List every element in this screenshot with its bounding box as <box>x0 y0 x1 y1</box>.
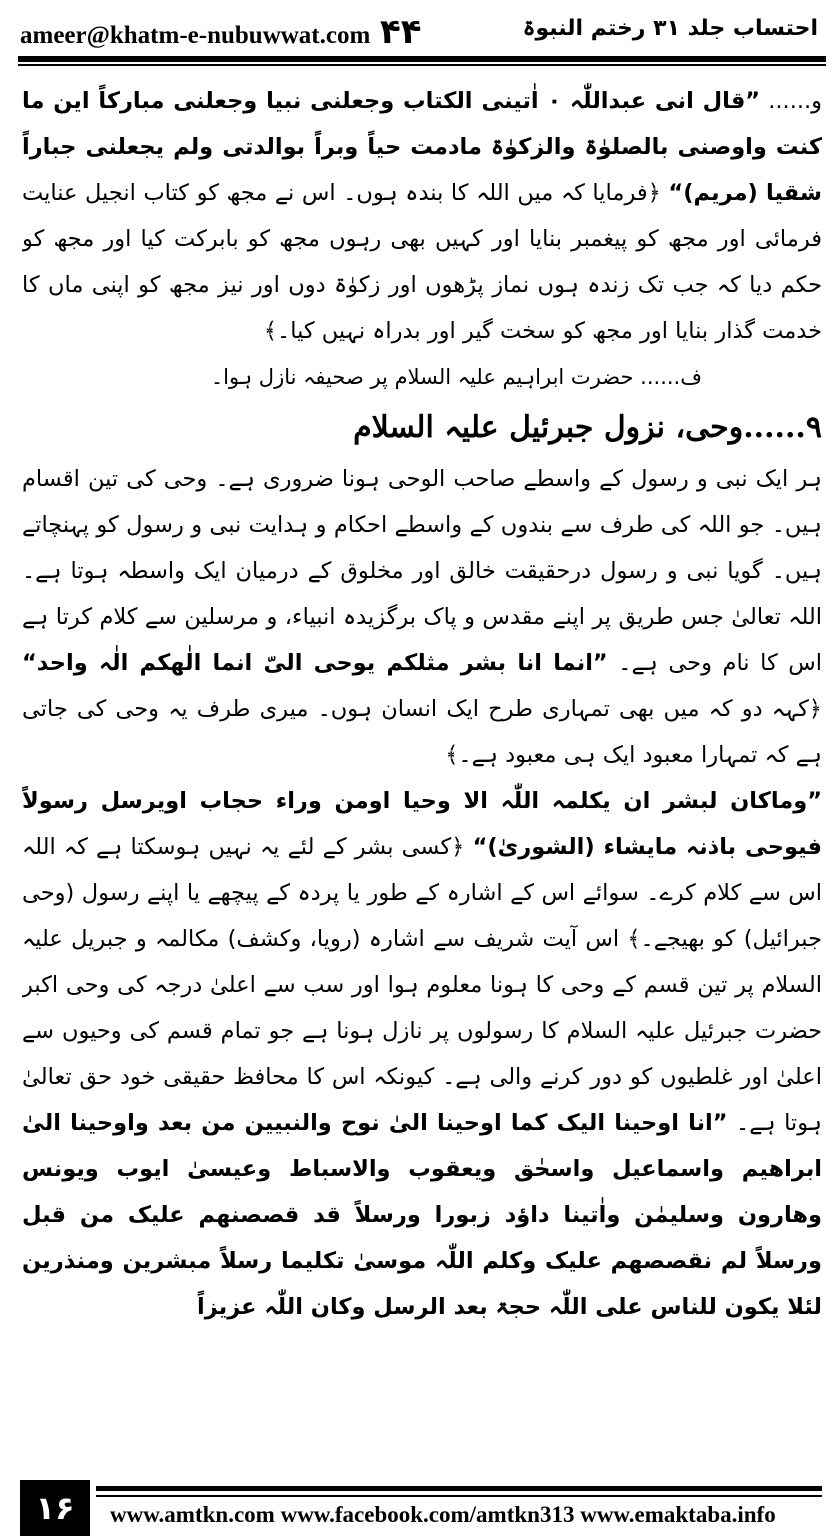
urdu-translation: ﴿کسی بشر کے لئے یہ نہیں ہوسکتا ہے کہ اللہ اس سے کلام کرے۔ سوائے اس کے اشارہ کے طور یا پردہ کے پیچھے یا اپنے رسول (وحی جبرائیل) کو بھیجے۔﴾ <box>22 834 822 952</box>
page-header <box>0 0 840 64</box>
arabic-verse: ”انما انا بشر مثلکم یوحی الیّ انما الٰھکم الٰہ واحد“ <box>22 650 608 676</box>
note-line <box>22 354 822 400</box>
arabic-verse: ”انا اوحینا الیک کما اوحینا الیٰ نوح والنبیین من بعد واوحینا الیٰ ابراھیم واسماعیل واسحٰق ویعقوب والاسباط وعیسیٰ ایوب ویونس وھارون وسلیمٰن واٰتینا داؤد زبورا ورسلاً قد قصصنھم علیک من قبل ورسلاً لم نقصصھم علیک وکلم اللّٰہ موسیٰ تکلیما رسلاً مبشرین ومنذرین لئلا یکون للناس علی اللّٰہ حجۃ بعد الرسل وکان اللّٰہ عزیزاً <box>22 1110 822 1320</box>
note-text: حضرت ابراہیم علیہ السلام پر صحیفہ نازل ہوا۔ <box>210 365 634 389</box>
footer-urls: www.amtkn.com www.facebook.com/amtkn313 www.emaktaba.info <box>110 1502 776 1527</box>
header-running-title: احتساب جلد ۳۱ رختم النبوۃ <box>522 16 818 41</box>
urdu-translation: ﴿فرمایا کہ میں اللہ کا بندہ ہوں۔ اس نے مجھ کو کتاب انجیل عنایت فرمائی اور مجھ کو پیغمبر بنایا اور کہیں بھی رہوں مجھ کو بابرکت کیا اور مجھ کو حکم دیا کہ جب تک زندہ ہوں نماز پڑھوں اور زکوٰۃ دوں اور نیز مجھ کو اپنی ماں کا خدمت گذار بنایا اور مجھ کو سخت گیر اور بدراہ نہیں کیا۔﴾ <box>22 180 822 344</box>
arabic-verse: ”وماکان لبشر ان یکلمہ اللّٰہ الا وحیا اومن وراء حجاب اویرسل رسولاً فیوحی باذنہ مایشاء (الشوریٰ)“ <box>22 788 822 860</box>
section-heading: ۹......وحی، نزول جبرئیل علیہ السلام <box>353 410 822 445</box>
footer-rule-thin <box>96 1495 822 1497</box>
paragraph-lead: و...... <box>768 88 822 114</box>
paragraph-quran-maryam <box>22 78 822 354</box>
paragraph-shura <box>22 778 822 1330</box>
page-footer <box>0 1476 840 1540</box>
header-rule-thick <box>18 56 826 62</box>
urdu-translation: ﴿کہہ دو کہ میں بھی تمہاری طرح ایک انسان ہوں۔ میری طرف یہ وحی کی جاتی ہے کہ تمہارا معبود ایک ہی معبود ہے۔﴾ <box>22 696 822 768</box>
paragraph-wahi <box>22 456 822 778</box>
footer-page-number: ۱۶ <box>20 1480 90 1536</box>
header-page-number: ۴۴ <box>380 12 422 52</box>
page-body <box>22 78 822 1448</box>
header-email: ameer@khatm-e-nubuwwat.com <box>20 22 371 49</box>
note-lead: ف...... <box>640 365 702 389</box>
arabic-verse: ”قال انی عبداللّٰہ ۰ اٰتینی الکتاب وجعلنی نبیا وجعلنی مبارکاً این ما کنت واوصنی بالصلوٰۃ والزکوٰۃ مادمت حیاً وبراً بوالدتی ولم یجعلنی جباراً شقیا (مریم)“ <box>22 88 822 206</box>
header-rule-thin <box>18 64 826 66</box>
paragraph-text: ہر ایک نبی و رسول کے واسطے صاحب الوحی ہونا ضروری ہے۔ وحی کی تین اقسام ہیں۔ جو اللہ کی طرف سے بندوں کے واسطے احکام و ہدایت نبی و رسول کو پہنچاتے ہیں۔ گویا نبی و رسول درحقیقت خالق اور مخلوق کے درمیان ایک واسطہ ہوتا ہے۔ اللہ تعالیٰ جس طریق پر اپنے مقدس و پاک برگزیدہ انبیاء، و مرسلین سے کلام کرتا ہے اس کا نام وحی ہے۔ <box>22 466 822 676</box>
paragraph-text: اس آیت شریف سے اشارہ (رویا، وکشف) مکالمہ و جبریل علیہ السلام پر تین قسم کے وحی کا ہونا معلوم ہوا اور سب سے اعلیٰ درجہ کی وحی اکبر حضرت جبرئیل علیہ السلام کا رسولوں پر نازل ہونا ہے جو تمام قسم کی وحیوں سے اعلیٰ اور غلطیوں کو دور کرنے والی ہے۔ کیونکہ اس کا محافظ حقیقی خود حق تعالیٰ ہوتا ہے۔ <box>22 926 822 1136</box>
footer-rule-thick <box>96 1486 822 1491</box>
